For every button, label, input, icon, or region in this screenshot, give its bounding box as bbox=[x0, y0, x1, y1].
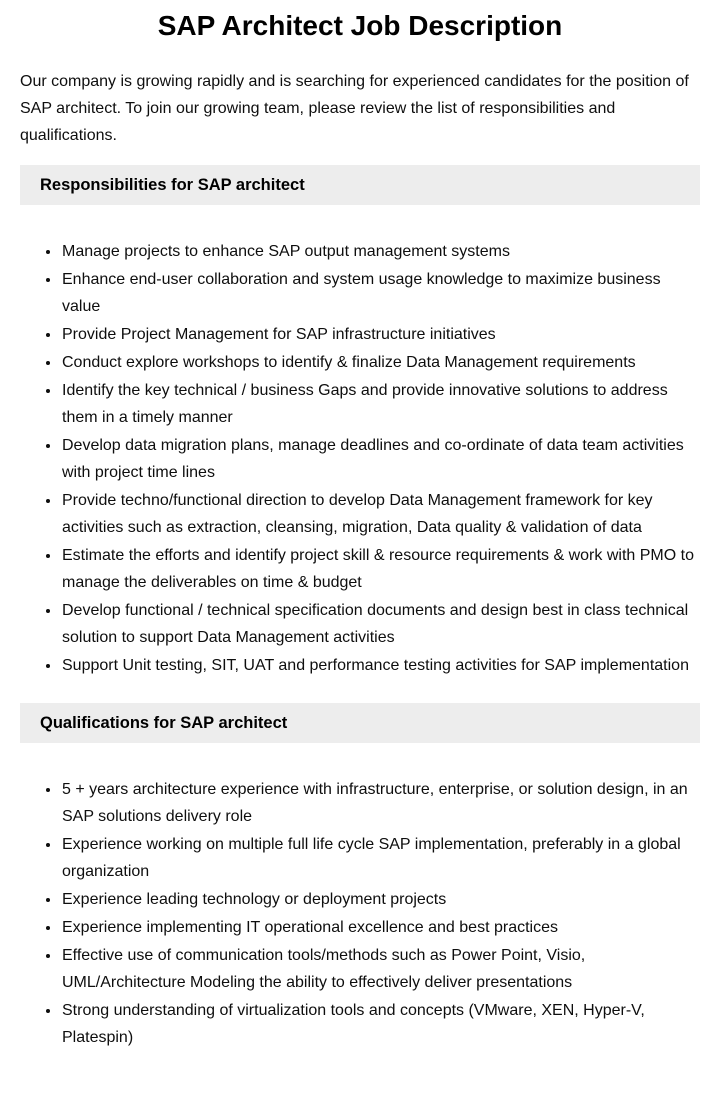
list-item: • 5 + years architecture experience with infrastructure, enterprise, or solution design, in an SAP solutions delivery role bbox=[61, 776, 700, 830]
list-item: • Effective use of communication tools/methods such as Power Point, Visio, UML/Architecture Modeling the ability to effectively deliver presentations bbox=[61, 942, 700, 996]
list-item: • Provide techno/functional direction to develop Data Management framework for key activities such as extraction, cleansing, migration, Data quality & validation of data bbox=[61, 487, 700, 541]
list-item: • Estimate the efforts and identify project skill & resource requirements & work with PMO to manage the deliverables on time & budget bbox=[61, 542, 700, 596]
responsibilities-section-heading: Responsibilities for SAP architect bbox=[20, 165, 700, 205]
qualifications-section bbox=[20, 703, 700, 1051]
list-item: • Experience working on multiple full life cycle SAP implementation, preferably in a global organization bbox=[61, 831, 700, 885]
responsibilities-list bbox=[20, 238, 700, 679]
list-item: • Experience implementing IT operational excellence and best practices bbox=[61, 914, 700, 941]
list-item: • Enhance end-user collaboration and system usage knowledge to maximize business value bbox=[61, 266, 700, 320]
list-item: • Support Unit testing, SIT, UAT and performance testing activities for SAP implementation bbox=[61, 652, 700, 679]
responsibilities-section bbox=[20, 165, 700, 679]
qualifications-list bbox=[20, 776, 700, 1051]
page-title: SAP Architect Job Description bbox=[157, 10, 563, 41]
list-item: • Identify the key technical / business Gaps and provide innovative solutions to address them in a timely manner bbox=[61, 377, 700, 431]
list-item: • Strong understanding of virtualization tools and concepts (VMware, XEN, Hyper-V, Platespin) bbox=[61, 997, 700, 1051]
qualifications-section-heading: Qualifications for SAP architect bbox=[20, 703, 700, 743]
list-item: • Manage projects to enhance SAP output management systems bbox=[61, 238, 700, 265]
list-item: • Develop data migration plans, manage deadlines and co-ordinate of data team activities with project time lines bbox=[61, 432, 700, 486]
list-item: • Conduct explore workshops to identify & finalize Data Management requirements bbox=[61, 349, 700, 376]
intro-paragraph: Our company is growing rapidly and is searching for experienced candidates for the position of SAP architect. To join our growing team, please review the list of responsibilities and qualifications. bbox=[20, 73, 689, 144]
list-item: • Provide Project Management for SAP infrastructure initiatives bbox=[61, 321, 700, 348]
list-item: • Develop functional / technical specification documents and design best in class technical solution to support Data Management activities bbox=[61, 597, 700, 651]
list-item: • Experience leading technology or deployment projects bbox=[61, 886, 700, 913]
